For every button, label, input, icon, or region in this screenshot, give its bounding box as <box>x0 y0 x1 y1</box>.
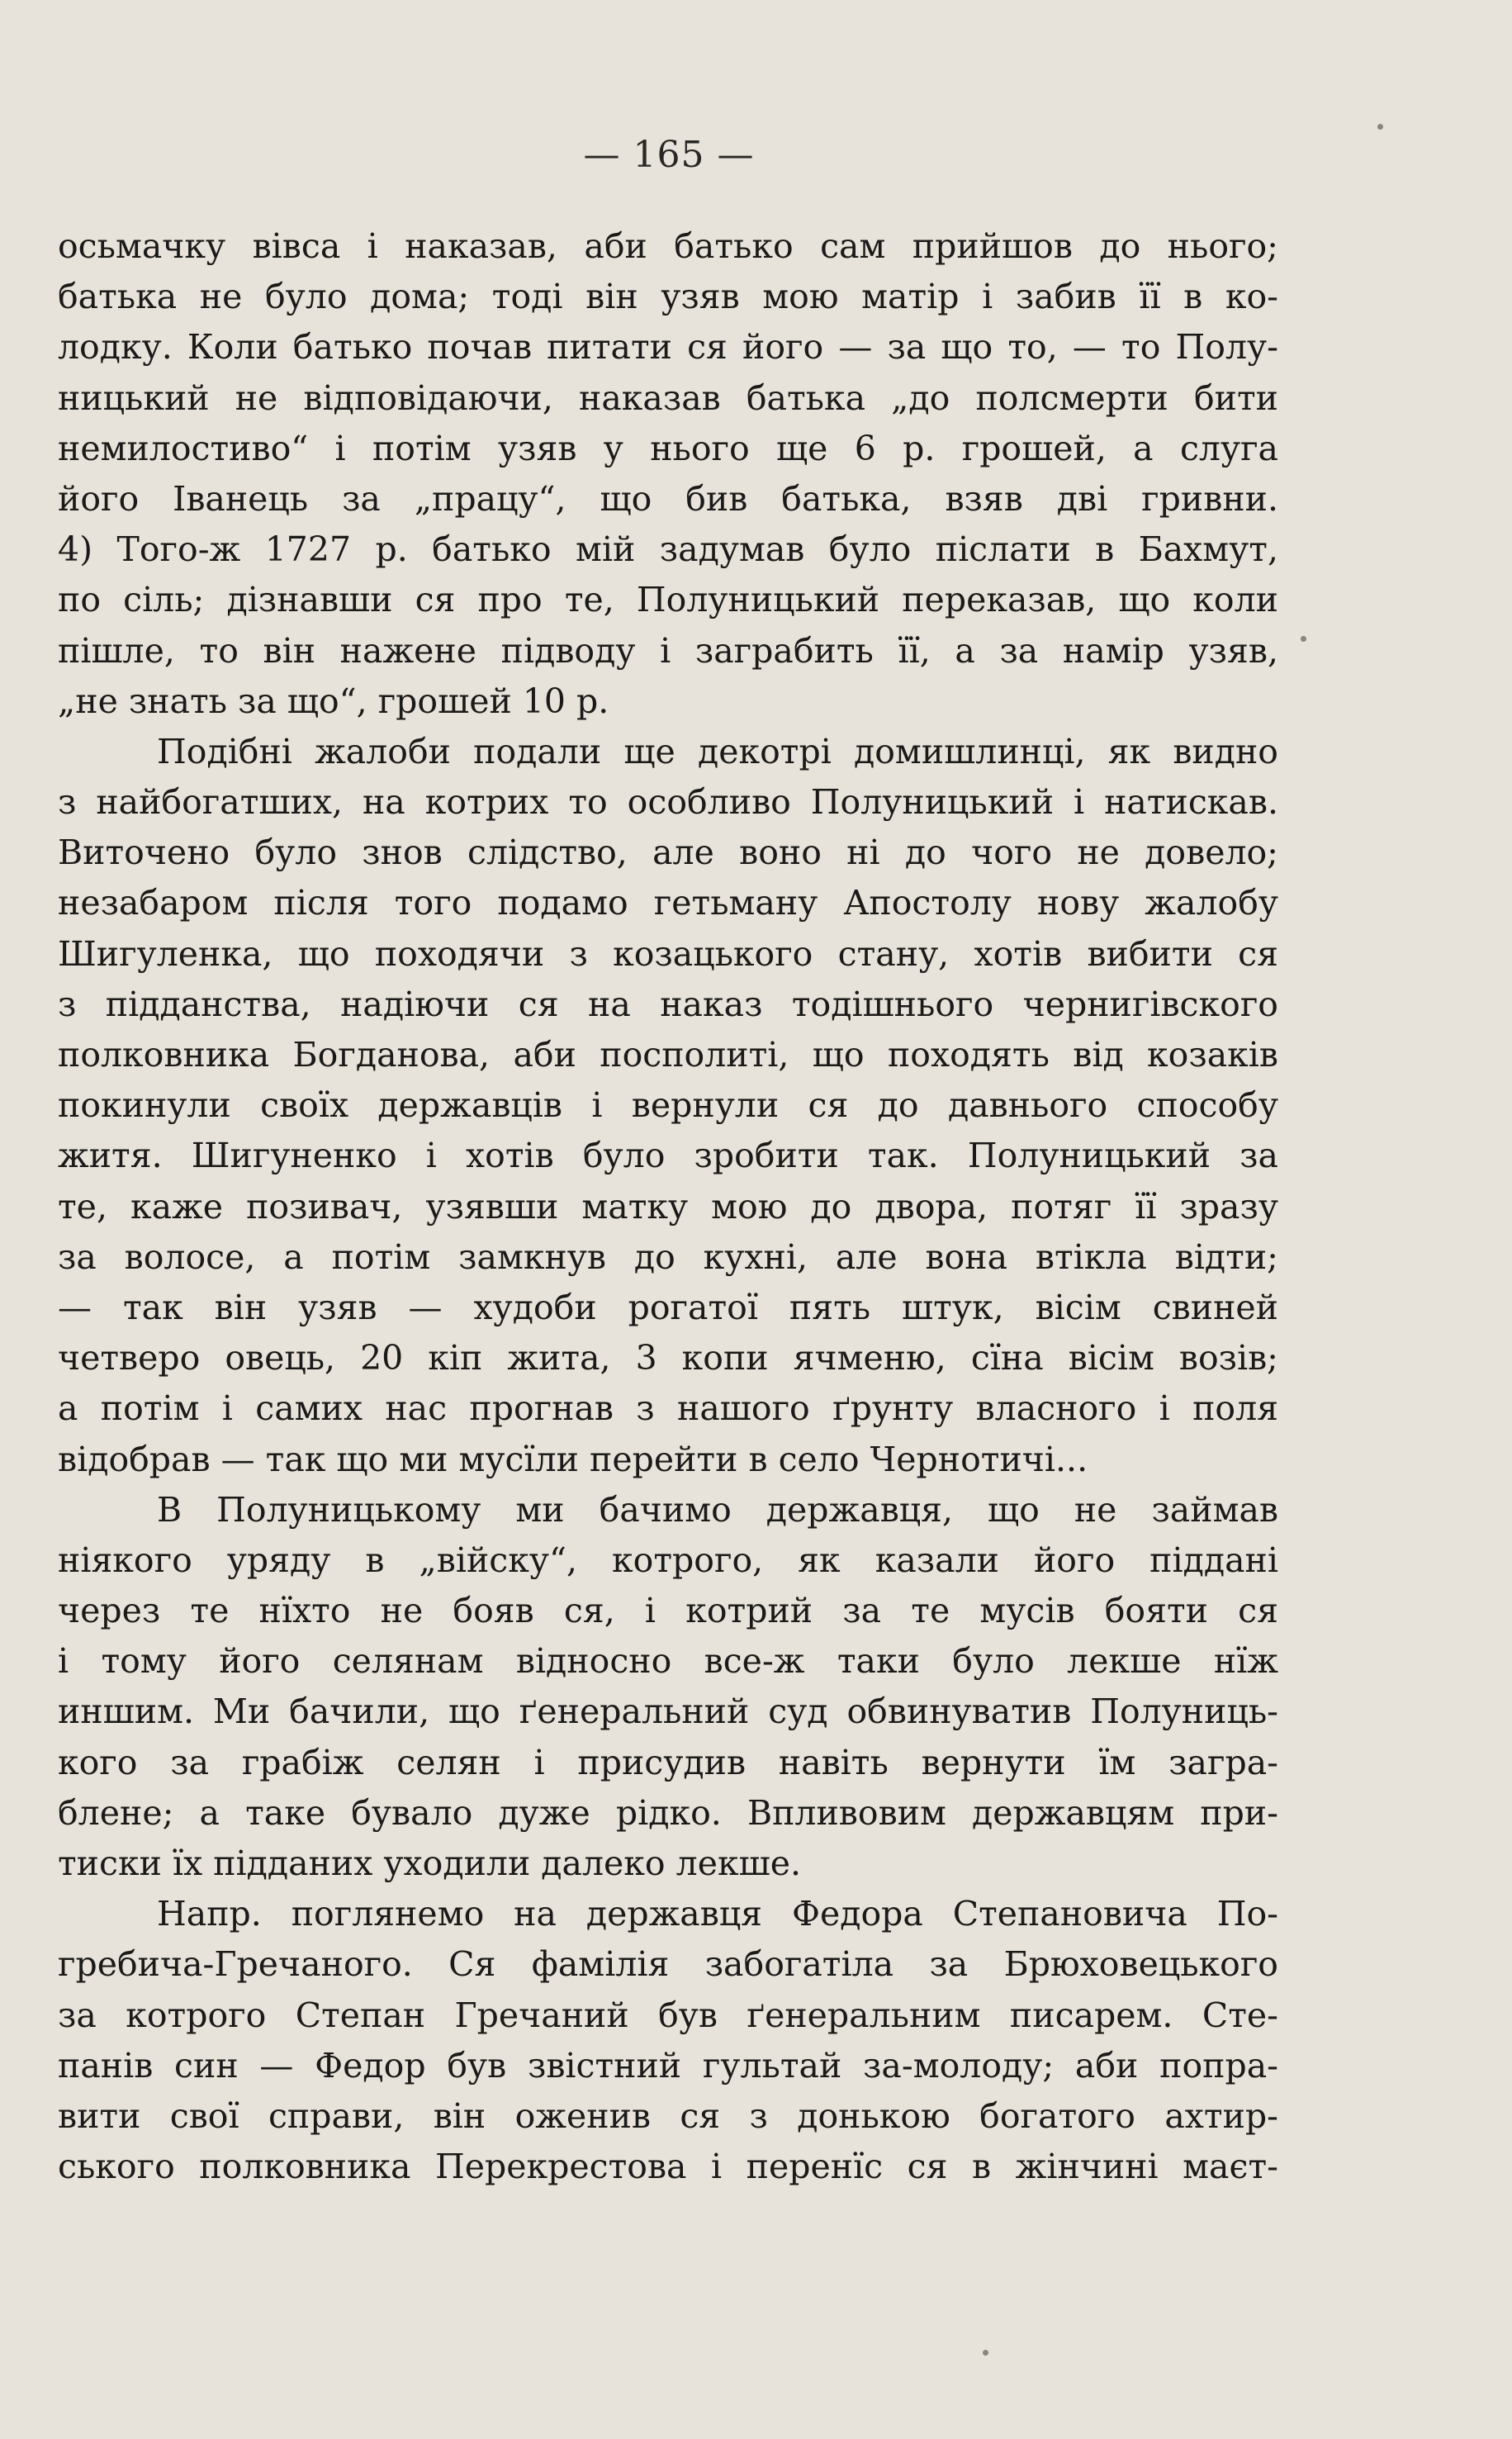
text-line: житя. Шигуненко і хотів було зробити так. Полуницький за <box>58 1136 1278 1176</box>
text-line: Шигуленка, що походячи з козацького стану, хотів вибити ся <box>58 933 1278 974</box>
text-line: полковника Богданова, аби посполиті, що походять від козаків <box>58 1035 1278 1075</box>
text-line: ніякого уряду в „війску“, котрого, як казали його піддані <box>58 1540 1278 1580</box>
text-line: з підданства, надіючи ся на наказ тодішнього чернигівского <box>58 984 1278 1024</box>
text-line: тиски їх підданих уходили далеко лекше. <box>58 1843 801 1883</box>
text-line: „не знать за що“, грошей 10 р. <box>58 681 609 721</box>
text-line: иншим. Ми бачили, що ґенеральний суд обвинуватив Полуниць- <box>58 1692 1278 1732</box>
text-line: Виточено було знов слідство, але воно ні до чого не довело; <box>58 833 1278 873</box>
text-line: 4) Того-ж 1727 р. батько мій задумав було післати в Бахмут, <box>58 529 1278 570</box>
text-line: незабаром після того подамо гетьману Апостолу нову жалобу <box>58 883 1278 923</box>
text-line: відобрав — так що ми мусїли перейти в село Чернотичі... <box>58 1439 1088 1479</box>
text-line: за волосе, а потім замкнув до кухні, але вона втікла відти; <box>58 1236 1278 1277</box>
paragraph-start-line: Подібні жалоби подали ще декотрі домишлинці, як видно <box>157 731 1278 771</box>
text-line: його Іванець за „працу“, що бив батька, взяв дві гривни. <box>58 478 1278 519</box>
text-line: немилостиво“ і потім узяв у нього ще 6 р. грошей, а слуга <box>58 428 1278 468</box>
text-line: ницький не відповідаючи, наказав батька „до полсмерти бити <box>58 377 1278 418</box>
paper-speck <box>1301 636 1306 642</box>
paragraph-start-line: Напр. поглянемо на державця Федора Степановича По- <box>157 1894 1278 1934</box>
text-line: по сіль; дізнавши ся про те, Полуницький переказав, що коли <box>58 580 1278 620</box>
paragraph-start-line: В Полуницькому ми бачимо державця, що не займав <box>157 1489 1278 1530</box>
text-line: кого за грабіж селян і присудив навіть вернути їм загра- <box>58 1742 1278 1782</box>
text-line: те, каже позивач, узявши матку мою до двора, потяг її зразу <box>58 1186 1278 1227</box>
text-line: і тому його селянам відносно все-ж таки було лекше нїж <box>58 1641 1278 1682</box>
text-line: панів син — Федор був звістний гультай за-молоду; аби попра- <box>58 2045 1278 2085</box>
text-line: пішле, то він нажене підводу і заграбить її, а за намір узяв, <box>58 630 1278 671</box>
text-line: осьмачку вівса і наказав, аби батько сам прийшов до нього; <box>58 226 1278 266</box>
text-line: з найбогатших, на котрих то особливо Полуницький і натискав. <box>58 782 1278 823</box>
text-line: гребича-Гречаного. Ся фамілія забогатіла за Брюховецького <box>58 1944 1278 1985</box>
text-line: покинули своїх державців і вернули ся до давнього способу <box>58 1085 1278 1126</box>
body-text <box>58 221 1278 2192</box>
text-line: а потім і самих нас прогнав з нашого ґрунту власного і поля <box>58 1388 1278 1429</box>
text-line: батька не було дома; тоді він узяв мою матір і забив її в ко- <box>58 277 1278 317</box>
page-number: — 165 — <box>583 134 755 176</box>
text-line: вити свої справи, він оженив ся з донькою богатого ахтир- <box>58 2095 1278 2136</box>
text-line: лодку. Коли батько почав питати ся його — за що то, — то Полу- <box>58 327 1278 368</box>
text-line: за котрого Степан Гречаний був ґенеральним писарем. Сте- <box>58 1995 1278 2035</box>
text-line: блене; а таке бувало дуже рідко. Впливовим державцям при- <box>58 1792 1278 1833</box>
text-line: через те нїхто не бояв ся, і котрий за те мусів бояти ся <box>58 1591 1278 1631</box>
text-line: — так він узяв — худоби рогатої пять штук, вісім свиней <box>58 1287 1278 1327</box>
text-line: ського полковника Перекрестова і перенїс ся в жінчині маєт- <box>58 2147 1278 2187</box>
paper-speck <box>1377 124 1383 130</box>
paper-speck <box>983 2350 988 2356</box>
text-line: четверо овець, 20 кіп жита, 3 копи ячменю, сїна вісім возів; <box>58 1338 1278 1378</box>
